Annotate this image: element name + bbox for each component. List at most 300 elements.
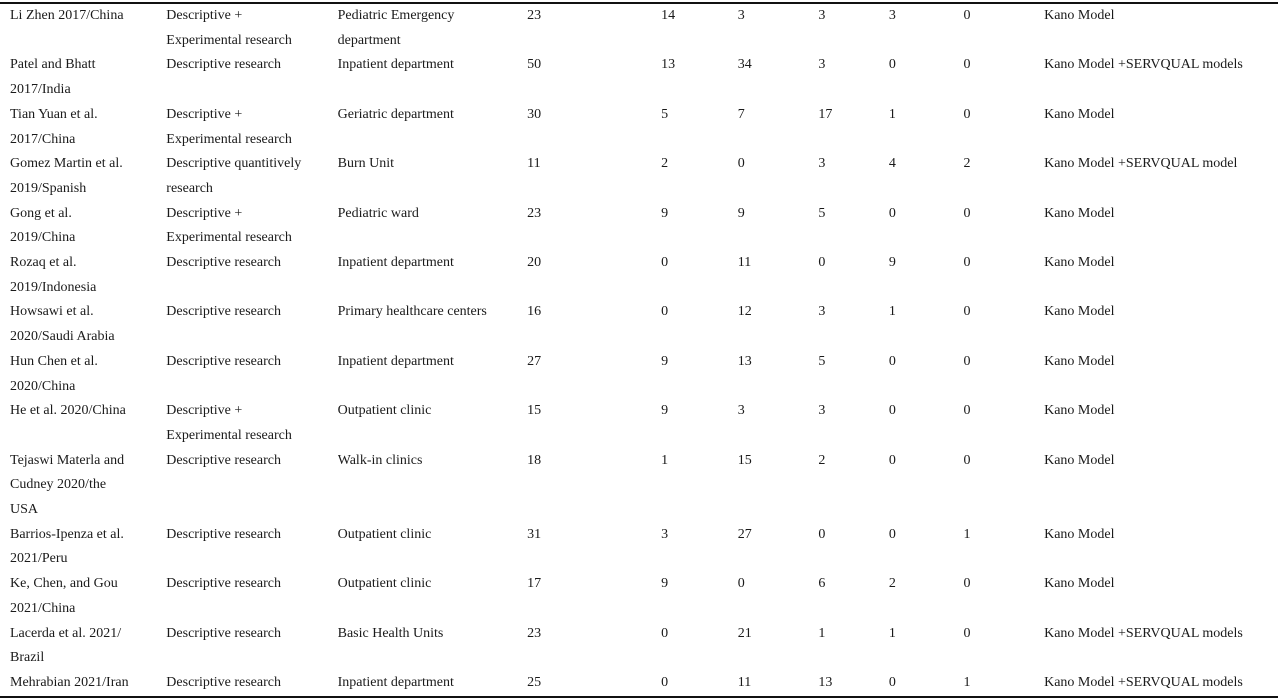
cell-value-3-text: 5 <box>818 205 826 221</box>
cell-value-2 <box>738 4 819 53</box>
table-row <box>0 103 1278 152</box>
cell-setting-line: Inpatient department <box>337 674 454 690</box>
cell-study-line: Lacerda et al. 2021/ <box>10 625 122 641</box>
cell-value-1 <box>661 350 738 399</box>
cell-value-3 <box>818 53 889 102</box>
cell-value-2 <box>738 399 819 448</box>
cell-design-line: Descriptive research <box>166 576 281 592</box>
cell-value-2 <box>738 449 819 523</box>
cell-study <box>0 523 166 572</box>
table-bottom-rule <box>0 696 1278 698</box>
cell-value-3 <box>818 103 889 152</box>
table-row <box>0 671 1278 696</box>
cell-value-2-text: 0 <box>737 576 745 592</box>
cell-value-5 <box>963 523 1044 572</box>
cell-value-1-text: 0 <box>661 255 669 271</box>
cell-model <box>1044 449 1278 523</box>
cell-value-3 <box>818 4 889 53</box>
cell-value-4 <box>889 622 964 671</box>
table-row <box>0 350 1278 399</box>
cell-value-4-text: 0 <box>888 674 896 690</box>
cell-setting-line: Basic Health Units <box>337 625 444 641</box>
cell-n <box>527 103 661 152</box>
cell-n <box>527 202 661 251</box>
cell-model-text: Kano Model <box>1044 205 1115 221</box>
cell-value-5-text: 0 <box>963 8 971 23</box>
cell-model <box>1044 300 1278 349</box>
cell-model <box>1044 622 1278 671</box>
cell-design-line: Descriptive research <box>166 353 281 369</box>
cell-design-line: Descriptive research <box>166 452 281 468</box>
cell-value-3-text: 0 <box>818 526 826 542</box>
cell-value-4 <box>889 350 964 399</box>
cell-value-2-text: 3 <box>737 403 745 419</box>
cell-value-1 <box>661 103 738 152</box>
cell-value-4-text: 3 <box>888 8 896 23</box>
cell-setting-line: Outpatient clinic <box>337 576 432 592</box>
cell-value-3-text: 5 <box>818 353 826 369</box>
cell-value-5 <box>963 251 1044 300</box>
cell-setting <box>338 572 527 621</box>
cell-value-2-text: 0 <box>737 156 745 172</box>
cell-study <box>0 671 166 696</box>
cell-value-1-text: 0 <box>661 625 669 641</box>
cell-value-3-text: 1 <box>818 625 826 641</box>
cell-design-line: Experimental research <box>166 131 292 147</box>
cell-study-line: Ke, Chen, and Gou <box>10 576 118 592</box>
cell-setting-line: Inpatient department <box>337 353 454 369</box>
studies-table-body <box>0 4 1278 696</box>
cell-value-4 <box>889 572 964 621</box>
cell-study-line: Howsawi et al. <box>10 304 94 320</box>
cell-model <box>1044 399 1278 448</box>
cell-value-4-text: 2 <box>888 576 896 592</box>
cell-model-text: Kano Model <box>1044 8 1115 23</box>
cell-n-text: 11 <box>527 156 541 172</box>
cell-value-4 <box>889 152 964 201</box>
table-row <box>0 4 1278 53</box>
cell-setting <box>338 671 527 696</box>
cell-value-3-text: 3 <box>818 156 826 172</box>
cell-study <box>0 399 166 448</box>
cell-n-text: 50 <box>527 57 542 73</box>
table-row <box>0 53 1278 102</box>
cell-value-3 <box>818 671 889 696</box>
cell-model <box>1044 523 1278 572</box>
cell-value-3-text: 3 <box>818 8 826 23</box>
cell-value-1 <box>661 622 738 671</box>
cell-setting-line: Burn Unit <box>337 156 395 172</box>
cell-value-5-text: 0 <box>963 403 971 419</box>
cell-value-2-text: 7 <box>737 106 745 122</box>
table-row <box>0 300 1278 349</box>
cell-value-1 <box>661 572 738 621</box>
cell-value-2 <box>738 622 819 671</box>
table-row <box>0 152 1278 201</box>
cell-value-5 <box>963 449 1044 523</box>
cell-value-3-text: 13 <box>818 674 833 690</box>
cell-value-1 <box>661 671 738 696</box>
cell-setting <box>338 251 527 300</box>
cell-value-4-text: 1 <box>888 106 896 122</box>
cell-design-line: Descriptive research <box>166 304 281 320</box>
cell-study-line: Hun Chen et al. <box>10 353 98 369</box>
cell-design <box>166 350 337 399</box>
cell-setting <box>338 449 527 523</box>
cell-study-line: USA <box>10 502 39 518</box>
cell-value-3 <box>818 449 889 523</box>
cell-n <box>527 350 661 399</box>
cell-value-1-text: 3 <box>661 526 669 542</box>
cell-value-3 <box>818 202 889 251</box>
cell-value-2 <box>738 300 819 349</box>
cell-n-text: 23 <box>527 8 542 23</box>
cell-value-5 <box>963 4 1044 53</box>
cell-value-5 <box>963 572 1044 621</box>
cell-value-2-text: 11 <box>737 674 752 690</box>
cell-n <box>527 4 661 53</box>
table-row <box>0 449 1278 523</box>
cell-model <box>1044 152 1278 201</box>
cell-value-5-text: 0 <box>963 576 971 592</box>
cell-value-4 <box>889 103 964 152</box>
cell-value-5-text: 0 <box>963 255 971 271</box>
cell-setting <box>338 152 527 201</box>
cell-value-1 <box>661 4 738 53</box>
cell-value-3-text: 3 <box>818 403 826 419</box>
cell-value-3-text: 3 <box>818 57 826 73</box>
cell-study <box>0 350 166 399</box>
cell-design <box>166 103 337 152</box>
cell-design-line: Descriptive + <box>166 8 243 23</box>
cell-study <box>0 4 166 53</box>
cell-value-1 <box>661 449 738 523</box>
cell-setting-line: Pediatric ward <box>337 205 419 221</box>
cell-value-3-text: 17 <box>818 106 833 122</box>
cell-value-3 <box>818 622 889 671</box>
cell-design-line: Descriptive research <box>166 625 281 641</box>
cell-study-line: Barrios-Ipenza et al. <box>10 526 124 542</box>
cell-value-5-text: 0 <box>963 304 971 320</box>
cell-value-4 <box>889 523 964 572</box>
cell-value-2 <box>738 251 819 300</box>
cell-design <box>166 251 337 300</box>
cell-value-2-text: 15 <box>737 452 752 468</box>
cell-value-2-text: 34 <box>737 57 752 73</box>
cell-value-3-text: 3 <box>818 304 826 320</box>
cell-design-line: research <box>166 180 213 196</box>
cell-value-3 <box>818 523 889 572</box>
cell-study-line: 2020/Saudi Arabia <box>10 329 115 345</box>
cell-model <box>1044 572 1278 621</box>
cell-model <box>1044 350 1278 399</box>
cell-study-line: Mehrabian 2021/Iran <box>10 674 129 690</box>
table-row <box>0 523 1278 572</box>
cell-model <box>1044 103 1278 152</box>
cell-study-line: He et al. 2020/China <box>10 403 126 419</box>
cell-value-4 <box>889 671 964 696</box>
cell-design <box>166 399 337 448</box>
table-row <box>0 622 1278 671</box>
cell-value-3-text: 0 <box>818 255 826 271</box>
cell-value-4 <box>889 4 964 53</box>
table-row <box>0 202 1278 251</box>
cell-design-line: Experimental research <box>166 427 292 443</box>
cell-value-4-text: 0 <box>888 452 896 468</box>
cell-study <box>0 152 166 201</box>
cell-n <box>527 572 661 621</box>
cell-value-2 <box>738 202 819 251</box>
cell-model-text: Kano Model +SERVQUAL models <box>1044 625 1243 641</box>
cell-model-text: Kano Model <box>1044 403 1115 419</box>
cell-setting <box>338 622 527 671</box>
cell-value-5 <box>963 350 1044 399</box>
cell-value-3 <box>818 152 889 201</box>
cell-design-line: Descriptive research <box>166 674 281 690</box>
cell-study-line: Brazil <box>10 650 45 666</box>
cell-study-line: Patel and Bhatt <box>10 57 96 73</box>
cell-setting <box>338 4 527 53</box>
cell-study-line: 2017/China <box>10 131 76 147</box>
cell-value-3-text: 2 <box>818 452 826 468</box>
cell-design-line: Descriptive research <box>166 526 281 542</box>
cell-value-3 <box>818 300 889 349</box>
cell-design-line: Descriptive + <box>166 205 243 221</box>
cell-value-1-text: 1 <box>661 452 669 468</box>
cell-value-1-text: 14 <box>661 8 676 23</box>
cell-study <box>0 622 166 671</box>
cell-value-5-text: 1 <box>963 526 971 542</box>
cell-value-2 <box>738 572 819 621</box>
cell-value-4 <box>889 202 964 251</box>
cell-model-text: Kano Model <box>1044 576 1115 592</box>
cell-value-2 <box>738 671 819 696</box>
cell-value-1 <box>661 399 738 448</box>
cell-study <box>0 53 166 102</box>
cell-setting-line: department <box>337 32 401 48</box>
cell-study-line: Tian Yuan et al. <box>10 106 98 122</box>
cell-value-5-text: 0 <box>963 106 971 122</box>
cell-value-2-text: 27 <box>737 526 752 542</box>
cell-setting <box>338 523 527 572</box>
cell-value-5 <box>963 53 1044 102</box>
cell-design-line: Descriptive quantitively <box>166 156 302 172</box>
cell-n-text: 15 <box>527 403 542 419</box>
cell-value-2-text: 21 <box>737 625 752 641</box>
cell-value-5 <box>963 152 1044 201</box>
cell-n-text: 23 <box>527 205 542 221</box>
cell-study <box>0 449 166 523</box>
cell-value-1 <box>661 300 738 349</box>
cell-value-5-text: 0 <box>963 625 971 641</box>
cell-n-text: 31 <box>527 526 542 542</box>
cell-value-3 <box>818 251 889 300</box>
cell-value-4-text: 0 <box>888 205 896 221</box>
cell-n <box>527 523 661 572</box>
cell-value-5-text: 0 <box>963 353 971 369</box>
cell-model <box>1044 4 1278 53</box>
cell-model-text: Kano Model +SERVQUAL model <box>1044 156 1238 172</box>
cell-value-1-text: 2 <box>661 156 669 172</box>
cell-study-line: Gomez Martin et al. <box>10 156 123 172</box>
cell-design <box>166 202 337 251</box>
cell-value-1 <box>661 53 738 102</box>
cell-value-4 <box>889 251 964 300</box>
cell-n-text: 23 <box>527 625 542 641</box>
cell-model-text: Kano Model <box>1044 106 1115 122</box>
cell-setting <box>338 103 527 152</box>
cell-value-5-text: 0 <box>963 57 971 73</box>
cell-setting-line: Walk-in clinics <box>337 452 423 468</box>
cell-value-1-text: 13 <box>661 57 676 73</box>
cell-value-5 <box>963 671 1044 696</box>
cell-n-text: 18 <box>527 452 542 468</box>
cell-model <box>1044 671 1278 696</box>
cell-n <box>527 53 661 102</box>
table-row <box>0 251 1278 300</box>
cell-model-text: Kano Model <box>1044 353 1115 369</box>
cell-value-2-text: 13 <box>737 353 752 369</box>
cell-value-3 <box>818 572 889 621</box>
cell-design-line: Descriptive + <box>166 106 243 122</box>
cell-model-text: Kano Model <box>1044 452 1115 468</box>
cell-value-4-text: 0 <box>888 526 896 542</box>
cell-value-5 <box>963 202 1044 251</box>
cell-value-1 <box>661 152 738 201</box>
cell-value-1 <box>661 251 738 300</box>
cell-value-1-text: 9 <box>661 205 669 221</box>
cell-design <box>166 300 337 349</box>
cell-value-2-text: 3 <box>737 8 745 23</box>
cell-study-line: 2019/China <box>10 230 76 246</box>
cell-value-5 <box>963 300 1044 349</box>
cell-n <box>527 152 661 201</box>
cell-setting-line: Geriatric department <box>337 106 454 122</box>
cell-value-2 <box>738 53 819 102</box>
cell-setting <box>338 300 527 349</box>
cell-value-1 <box>661 523 738 572</box>
cell-value-4 <box>889 300 964 349</box>
cell-value-5 <box>963 103 1044 152</box>
cell-n <box>527 449 661 523</box>
cell-n <box>527 622 661 671</box>
cell-value-3 <box>818 350 889 399</box>
cell-value-5-text: 0 <box>963 205 971 221</box>
cell-value-4-text: 0 <box>888 353 896 369</box>
cell-n <box>527 399 661 448</box>
cell-study-line: 2020/China <box>10 378 76 394</box>
cell-study-line: 2019/Spanish <box>10 180 87 196</box>
cell-study-line: Gong et al. <box>10 205 72 221</box>
cell-value-2-text: 11 <box>737 255 752 271</box>
cell-model <box>1044 202 1278 251</box>
cell-value-4-text: 1 <box>888 304 896 320</box>
cell-value-2 <box>738 152 819 201</box>
cell-model-text: Kano Model <box>1044 526 1115 542</box>
cell-study <box>0 251 166 300</box>
cell-value-4-text: 0 <box>888 403 896 419</box>
cell-value-5-text: 1 <box>963 674 971 690</box>
cell-design <box>166 523 337 572</box>
cell-study-line: Li Zhen 2017/China <box>10 8 124 23</box>
studies-table <box>0 4 1278 696</box>
cell-value-2 <box>738 523 819 572</box>
cell-setting <box>338 202 527 251</box>
cell-n-text: 30 <box>527 106 542 122</box>
cell-model-text: Kano Model <box>1044 255 1115 271</box>
cell-study-line: 2017/India <box>10 82 71 98</box>
cell-n <box>527 251 661 300</box>
cell-model-text: Kano Model +SERVQUAL models <box>1044 674 1243 690</box>
cell-model <box>1044 251 1278 300</box>
cell-value-4-text: 0 <box>888 57 896 73</box>
cell-value-5 <box>963 399 1044 448</box>
cell-design <box>166 4 337 53</box>
cell-value-1-text: 9 <box>661 576 669 592</box>
cell-model-text: Kano Model +SERVQUAL models <box>1044 57 1243 73</box>
cell-value-1-text: 9 <box>661 353 669 369</box>
cell-design <box>166 152 337 201</box>
table-row <box>0 572 1278 621</box>
cell-n-text: 17 <box>527 576 542 592</box>
cell-value-2 <box>738 103 819 152</box>
cell-value-2-text: 9 <box>737 205 745 221</box>
cell-study-line: 2019/Indonesia <box>10 279 97 295</box>
cell-design <box>166 53 337 102</box>
cell-value-4 <box>889 449 964 523</box>
cell-n-text: 20 <box>527 255 542 271</box>
cell-study-line: Tejaswi Materla and <box>10 452 125 468</box>
cell-model <box>1044 53 1278 102</box>
cell-design <box>166 622 337 671</box>
cell-n-text: 16 <box>527 304 542 320</box>
cell-value-2-text: 12 <box>737 304 752 320</box>
cell-setting-line: Outpatient clinic <box>337 526 432 542</box>
cell-value-4-text: 1 <box>888 625 896 641</box>
cell-n-text: 27 <box>527 353 542 369</box>
cell-value-1-text: 9 <box>661 403 669 419</box>
cell-setting-line: Primary healthcare centers <box>337 304 487 320</box>
cell-design-line: Experimental research <box>166 32 292 48</box>
cell-setting-line: Inpatient department <box>337 57 454 73</box>
cell-study <box>0 572 166 621</box>
cell-value-1 <box>661 202 738 251</box>
cell-value-2 <box>738 350 819 399</box>
cell-n <box>527 300 661 349</box>
cell-value-3-text: 6 <box>818 576 826 592</box>
cell-value-4-text: 4 <box>888 156 896 172</box>
cell-value-4 <box>889 53 964 102</box>
cell-study <box>0 103 166 152</box>
cell-design-line: Experimental research <box>166 230 292 246</box>
cell-value-1-text: 0 <box>661 674 669 690</box>
cell-study-line: 2021/China <box>10 600 76 616</box>
cell-design-line: Descriptive + <box>166 403 243 419</box>
cell-design <box>166 671 337 696</box>
cell-setting <box>338 350 527 399</box>
cell-value-4-text: 9 <box>888 255 896 271</box>
cell-n-text: 25 <box>527 674 542 690</box>
cell-study <box>0 300 166 349</box>
cell-value-5-text: 0 <box>963 452 971 468</box>
cell-value-4 <box>889 399 964 448</box>
cell-design <box>166 449 337 523</box>
cell-value-1-text: 0 <box>661 304 669 320</box>
cell-model-text: Kano Model <box>1044 304 1115 320</box>
table-row <box>0 399 1278 448</box>
cell-setting-line: Pediatric Emergency <box>337 8 455 23</box>
cell-study-line: Cudney 2020/the <box>10 477 107 493</box>
